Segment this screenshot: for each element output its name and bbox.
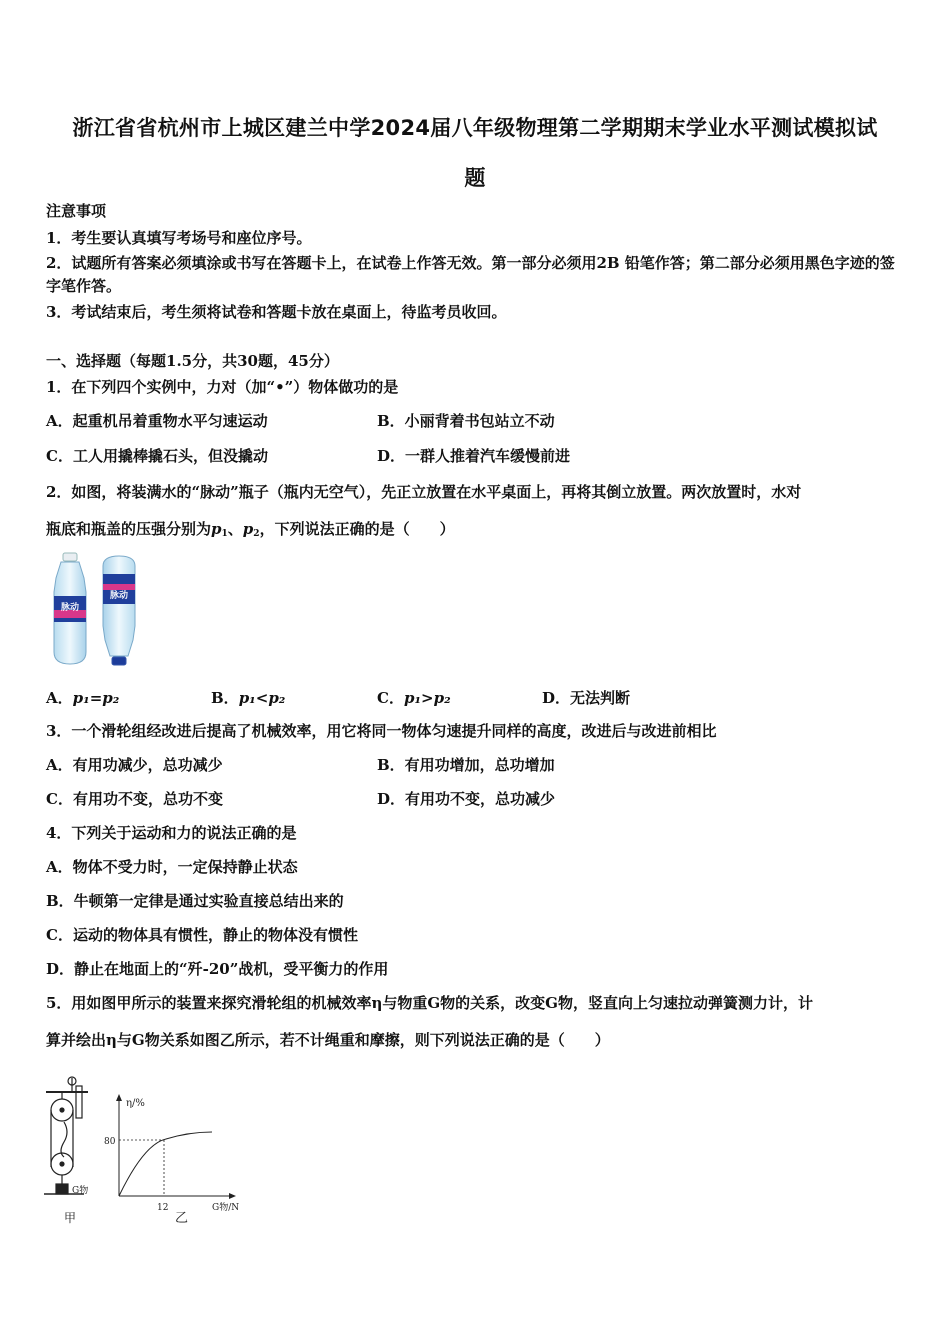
q2-option-a-expr: p₁=p₂: [72, 689, 120, 707]
y-axis-label: η/%: [126, 1098, 145, 1109]
q5-stem-line1: 5．用如图甲所示的装置来探究滑轮组的机械效率η与物重G物的关系，改变G物，竖直向上匀速拉动弹簧测力计，计: [46, 994, 813, 1012]
bottle-label-inverted: 脉动: [109, 591, 129, 601]
q2-option-c-expr: p₁>p₂: [403, 689, 451, 707]
q2-option-c: [377, 688, 451, 708]
q2-option-b: [211, 688, 285, 708]
q5-stem-line2: 算并绘出η与G物关系如图乙所示，若不计绳重和摩擦，则下列说法正确的是（ ）: [46, 1031, 610, 1049]
bottle-illustration: [46, 552, 158, 670]
q4-option-d: D．静止在地面上的“歼-20”战机，受平衡力的作用: [46, 960, 389, 978]
q1-option-b: B．小丽背着书包站立不动: [377, 412, 555, 430]
x-tick-12: 12: [157, 1203, 169, 1213]
q1-option-c: C．工人用撬棒撬石头，但没撬动: [46, 447, 268, 465]
q4-option-c: C．运动的物体具有惯性，静止的物体没有惯性: [46, 926, 358, 944]
q4-stem: 4．下列关于运动和力的说法正确的是: [46, 824, 297, 842]
page-title-line2: 题: [464, 166, 486, 190]
y-tick-80: 80: [104, 1137, 116, 1147]
q2-option-b-expr: p₁<p₂: [238, 689, 286, 707]
q3-option-c: C．有用功不变，总功不变: [46, 790, 223, 808]
p1-subscript: 1: [221, 529, 228, 539]
p2-symbol: p: [242, 520, 254, 538]
notice-item-1: 1．考生要认真填写考场号和座位序号。: [46, 229, 312, 247]
q2-option-c-label: C．: [377, 689, 404, 707]
p1-symbol: p: [211, 520, 222, 538]
section-heading: 一、选择题（每题1.5分，共30题，45分）: [46, 352, 339, 370]
q1-option-a: A．起重机吊着重物水平匀速运动: [46, 412, 268, 430]
fig-yi-label: 乙: [175, 1211, 189, 1226]
notice-item-2: 2．试题所有答案必须填涂或书写在答题卡上，在试卷上作答无效。第一部分必须用2B 铅笔作答；第二部分必须用黑色字迹的签字笔作答。: [46, 254, 895, 295]
notice-heading: 注意事项: [46, 202, 107, 220]
q4-option-b: B．牛顿第一定律是通过实验直接总结出来的: [46, 892, 344, 910]
fig-jia-label: 甲: [64, 1211, 77, 1225]
q2-stem-line1: 2．如图，将装满水的“脉动”瓶子（瓶内无空气），先正立放置在水平桌面上，再将其倒立放置。两次放置时，水对: [46, 483, 802, 501]
q2-stem-line2: [46, 519, 455, 544]
q2-option-a: [46, 688, 119, 708]
q3-option-a: A．有用功减少，总功减少: [46, 756, 223, 774]
notice-item-3: 3．考试结束后，考生须将试卷和答题卡放在桌面上，待监考员收回。: [46, 303, 507, 321]
separator: 、: [227, 520, 243, 538]
upright-bottle: [54, 553, 86, 664]
q3-option-d: D．有用功不变，总功减少: [377, 790, 556, 808]
q1-option-d: D．一群人推着汽车缓慢前进: [377, 447, 571, 465]
q3-stem: 3．一个滑轮组经改进后提高了机械效率，用它将同一物体匀速提升同样的高度，改进后与改进前相比: [46, 722, 717, 740]
inverted-bottle: [103, 556, 135, 665]
x-axis-label: G物/N: [212, 1203, 240, 1213]
q3-option-b: B．有用功增加，总功增加: [377, 756, 555, 774]
q2-option-b-label: B．: [211, 689, 239, 707]
p2-subscript: 2: [253, 529, 260, 539]
q4-option-a: A．物体不受力时，一定保持静止状态: [46, 858, 298, 876]
page-title: 浙江省省杭州市上城区建兰中学2024届八年级物理第二学期期末学业水平测试模拟试: [72, 116, 878, 140]
q1-stem: 1．在下列四个实例中，力对（加“•”）物体做功的是: [46, 378, 399, 396]
bottle-label-upright: 脉动: [60, 603, 80, 613]
q2-option-d: D．无法判断: [542, 689, 631, 707]
q2-stem-text: 瓶底和瓶盖的压强分别为: [46, 520, 212, 538]
q2-stem-tail: ，下列说法正确的是（ ）: [259, 520, 455, 538]
q2-option-a-label: A．: [46, 689, 73, 707]
q5-figure: [44, 1072, 250, 1226]
weight-label: G物: [72, 1186, 89, 1196]
